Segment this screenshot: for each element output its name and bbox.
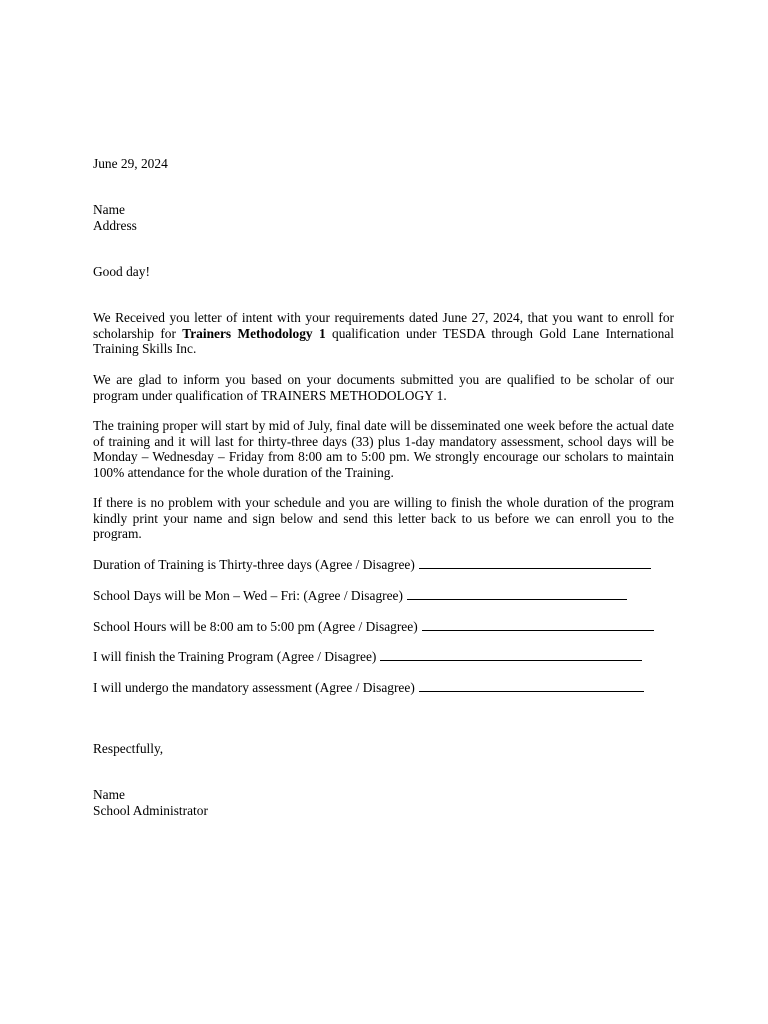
agreement-duration (93, 557, 651, 573)
agreement-finish-program-blank[interactable] (380, 649, 642, 661)
paragraph-qualified: We are glad to inform you based on your documents submitted you are qualified to be scholar of our program under qualification of TRAINERS METHODOLOGY 1. (93, 372, 674, 403)
agreement-assessment (93, 680, 644, 696)
paragraph-intent-text-after: qualification under TESDA through Gold Lane International Training Skills Inc. (93, 325, 674, 356)
agreement-school-hours-blank[interactable] (422, 619, 654, 631)
agreement-school-days-blank[interactable] (407, 588, 627, 600)
agreement-school-days (93, 588, 627, 604)
paragraph-intent-text-before: We Received you letter of intent with your requirements dated June 27, 2024, that you want to enroll for scholarship for (93, 310, 674, 341)
paragraph-instructions: If there is no problem with your schedule and you are willing to finish the whole duration of the program kindly print your name and sign below and send this letter back to us before we can enroll you to the program. (93, 495, 674, 541)
agreement-assessment-label: I will undergo the mandatory assessment (Agree / Disagree) (93, 680, 415, 695)
agreement-assessment-blank[interactable] (419, 680, 644, 692)
recipient-address: Address (93, 218, 137, 233)
agreement-school-days-label: School Days will be Mon – Wed – Fri: (Agree / Disagree) (93, 588, 403, 603)
agreement-school-hours-label: School Hours will be 8:00 am to 5:00 pm (Agree / Disagree) (93, 619, 418, 634)
paragraph-intent (93, 310, 674, 357)
agreement-finish-program-label: I will finish the Training Program (Agree / Disagree) (93, 649, 377, 664)
salutation: Good day! (93, 264, 150, 279)
letter-date: June 29, 2024 (93, 156, 168, 171)
agreement-duration-blank[interactable] (419, 557, 651, 569)
closing: Respectfully, (93, 741, 164, 756)
signatory-title: School Administrator (93, 803, 208, 818)
qualification-name: Trainers Methodology 1 (182, 325, 326, 341)
signatory-name: Name (93, 787, 125, 802)
agreement-duration-label: Duration of Training is Thirty-three days (Agree / Disagree) (93, 557, 415, 572)
agreement-finish-program (93, 649, 642, 665)
agreement-school-hours (93, 619, 654, 635)
paragraph-training-details: The training proper will start by mid of July, final date will be disseminated one week before the actual date of training and it will last for thirty-three days (33) plus 1-day mandatory assessment, school days will be Monday – Wednesday – Friday from 8:00 am to 5:00 pm. We strongly encourage our scholars to maintain 100% attendance for the whole duration of the Training. (93, 418, 674, 480)
recipient-name: Name (93, 202, 125, 217)
